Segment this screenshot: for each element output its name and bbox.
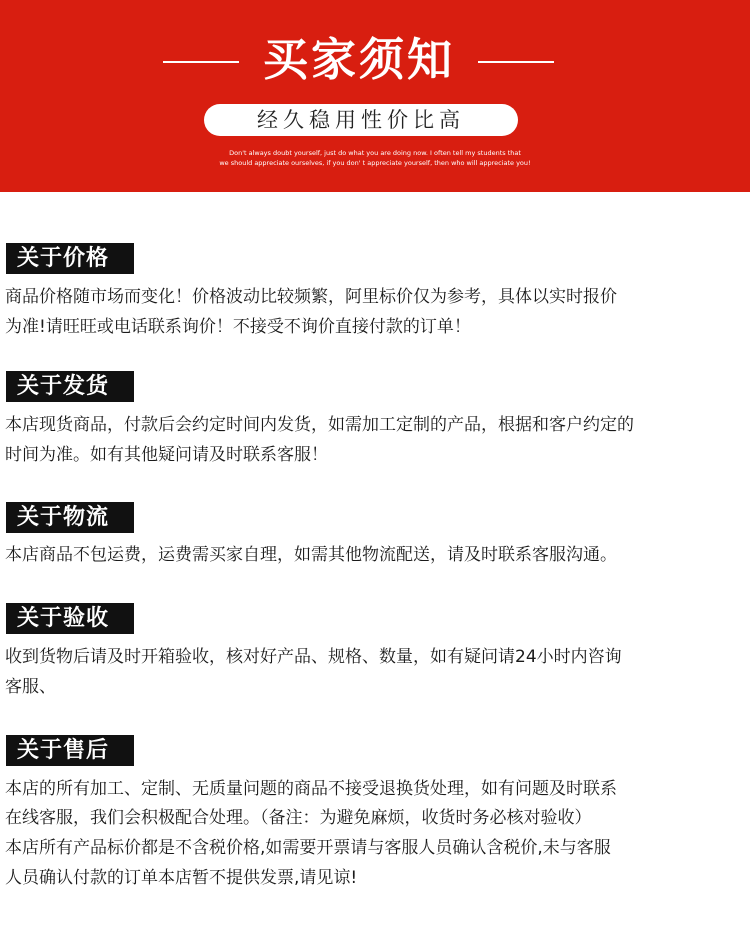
header-banner [0, 0, 750, 192]
banner-quote-line-2: we should appreciate ourselves, if you don' t appreciate yourself, then who will appreciate you! [219, 159, 531, 167]
inspection-text-line-1: 收到货物后请及时开箱验收，核对好产品、规格、数量，如有疑问请24小时内咨询 [5, 647, 622, 667]
section-heading-inspection: 关于验收 [6, 603, 134, 634]
section-heading-logistics: 关于物流 [6, 502, 134, 533]
shipping-text-line-1: 本店现货商品，付款后会约定时间内发货，如需加工定制的产品，根据和客户约定的 [5, 415, 634, 435]
banner-slogan-pill: 经久稳用性价比高 [204, 104, 518, 136]
after-sales-text-line-1: 本店的所有加工、定制、无质量问题的商品不接受退换货处理，如有问题及时联系 [5, 779, 617, 799]
title-divider-left [163, 61, 239, 63]
after-sales-text-line-2: 在线客服，我们会积极配合处理。（备注：为避免麻烦，收货时务必核对验收） [5, 808, 592, 828]
price-text-line-1: 商品价格随市场而变化！价格波动比较频繁，阿里标价仅为参考，具体以实时报价 [5, 287, 617, 307]
inspection-text-line-2: 客服、 [5, 677, 56, 697]
banner-title: 买家须知 [262, 33, 455, 86]
logistics-text-line-1: 本店商品不包运费，运费需买家自理，如需其他物流配送，请及时联系客服沟通。 [5, 545, 617, 565]
title-divider-right [478, 61, 554, 63]
shipping-text-line-2: 时间为准。如有其他疑问请及时联系客服！ [5, 445, 328, 465]
after-sales-text-line-3: 本店所有产品标价都是不含税价格,如需要开票请与客服人员确认含税价,未与客服 [5, 838, 611, 858]
price-text-line-2: 为准!请旺旺或电话联系询价！不接受不询价直接付款的订单！ [5, 317, 471, 337]
section-heading-price: 关于价格 [6, 243, 134, 274]
section-heading-shipping: 关于发货 [6, 371, 134, 402]
section-heading-after-sales: 关于售后 [6, 735, 134, 766]
after-sales-text-line-4: 人员确认付款的订单本店暂不提供发票,请见谅! [5, 868, 358, 888]
banner-quote-line-1: Don't always doubt yourself, just do what you are doing now. I often tell my students that [229, 149, 521, 157]
